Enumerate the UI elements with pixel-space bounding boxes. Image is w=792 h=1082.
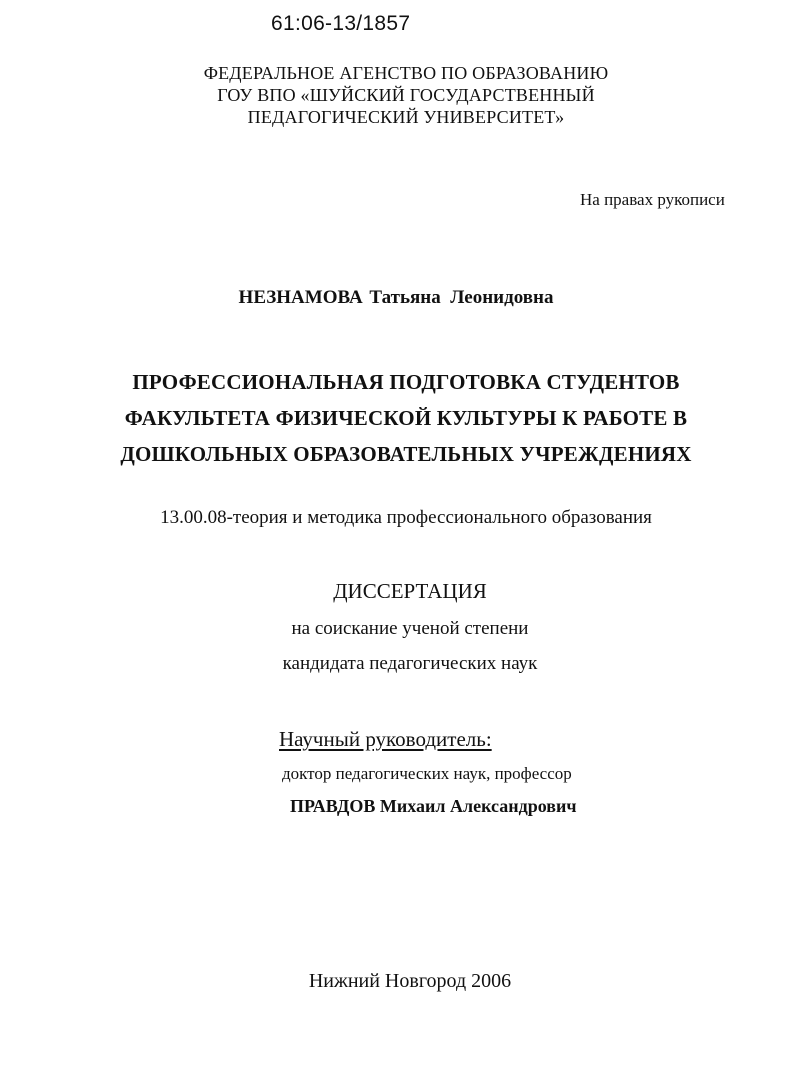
specialty-code: 13.00.08-теория и методика профессионального образования: [160, 507, 652, 528]
author-name: [0, 287, 792, 309]
rights-note: На правах рукописи: [580, 190, 725, 209]
dissertation-title-line-2: ФАКУЛЬТЕТА ФИЗИЧЕСКОЙ КУЛЬТУРЫ К РАБОТЕ В: [124, 406, 688, 430]
degree-line-1: на соискание ученой степени: [291, 618, 529, 639]
archive-code: 61:06-13/1857: [271, 12, 411, 35]
author-surname: НЕЗНАМОВА: [238, 287, 363, 308]
supervisor-label: Научный руководитель:: [279, 727, 492, 751]
city-year: Нижний Новгород 2006: [308, 970, 512, 992]
degree-line-2: кандидата педагогических наук: [282, 653, 538, 674]
dissertation-title-line-3: ДОШКОЛЬНЫХ ОБРАЗОВАТЕЛЬНЫХ УЧРЕЖДЕНИЯХ: [120, 442, 692, 466]
organization-line-1: ФЕДЕРАЛЬНОЕ АГЕНСТВО ПО ОБРАЗОВАНИЮ: [203, 63, 609, 83]
dissertation-title-line-1: ПРОФЕССИОНАЛЬНАЯ ПОДГОТОВКА СТУДЕНТОВ: [132, 370, 680, 394]
author-given-names: Татьяна Леонидовна: [369, 287, 554, 308]
organization-line-3: ПЕДАГОГИЧЕСКИЙ УНИВЕРСИТЕТ»: [247, 107, 565, 127]
organization-line-2: ГОУ ВПО «ШУЙСКИЙ ГОСУДАРСТВЕННЫЙ: [217, 85, 595, 105]
supervisor-name: ПРАВДОВ Михаил Александрович: [290, 796, 577, 816]
supervisor-title: доктор педагогических наук, профессор: [282, 764, 572, 783]
document-type: ДИССЕРТАЦИЯ: [333, 579, 487, 603]
